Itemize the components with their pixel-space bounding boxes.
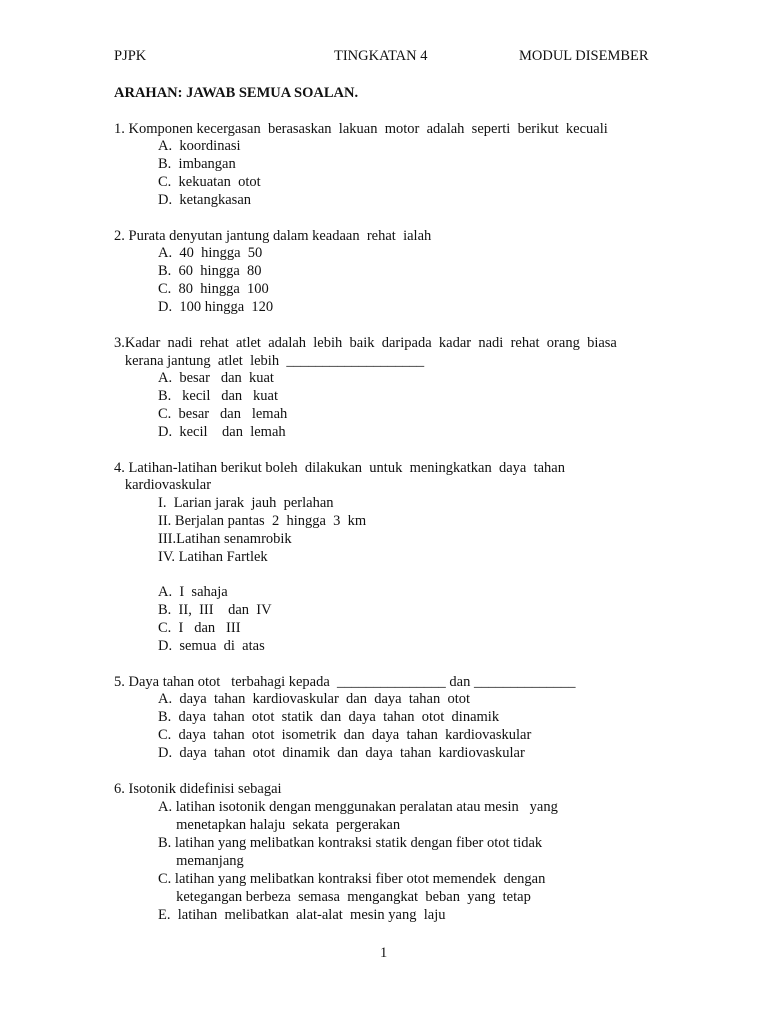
question-4-statement-4: IV. Latihan Fartlek <box>158 549 268 565</box>
question-6-option-b-line-2: memanjang <box>158 853 244 869</box>
question-6-option-c-line-2: ketegangan berbeza semasa mengangkat beban yang tetap <box>158 889 531 905</box>
question-5-option-b: B. daya tahan otot statik dan daya tahan otot dinamik <box>158 709 500 725</box>
question-2-option-b: B. 60 hingga 80 <box>158 263 262 279</box>
header-module: MODUL DISEMBER <box>519 48 649 64</box>
question-1-option-a: A. koordinasi <box>158 138 241 154</box>
question-6-option-e: E. latihan melibatkan alat-alat mesin yang laju <box>158 907 446 923</box>
question-6-stem: 6. Isotonik didefinisi sebagai <box>114 781 282 797</box>
question-6-option-c-line-1: C. latihan yang melibatkan kontraksi fiber otot memendek dengan <box>158 871 546 887</box>
question-5-option-a: A. daya tahan kardiovaskular dan daya tahan otot <box>158 691 471 707</box>
question-3-option-a: A. besar dan kuat <box>158 370 274 386</box>
question-6-option-a-line-1: A. latihan isotonik dengan menggunakan peralatan atau mesin yang <box>158 799 558 815</box>
question-5-stem: 5. Daya tahan otot terbahagi kepada _______________ dan ______________ <box>114 674 576 690</box>
question-1-option-b: B. imbangan <box>158 156 236 172</box>
question-4-stem-line-1: 4. Latihan-latihan berikut boleh dilakukan untuk meningkatkan daya tahan <box>114 460 565 476</box>
header-level: TINGKATAN 4 <box>334 48 428 64</box>
question-1-option-c: C. kekuatan otot <box>158 174 261 190</box>
question-4-option-a: A. I sahaja <box>158 584 228 600</box>
question-4-option-c: C. I dan III <box>158 620 241 636</box>
question-2-option-a: A. 40 hingga 50 <box>158 245 263 261</box>
question-3-option-b: B. kecil dan kuat <box>158 388 279 404</box>
question-3-option-d: D. kecil dan lemah <box>158 424 286 440</box>
question-5-option-c: C. daya tahan otot isometrik dan daya tahan kardiovaskular <box>158 727 532 743</box>
question-4-option-d: D. semua di atas <box>158 638 265 654</box>
question-2-option-c: C. 80 hingga 100 <box>158 281 269 297</box>
question-2-stem: 2. Purata denyutan jantung dalam keadaan rehat ialah <box>114 228 432 244</box>
page-number: 1 <box>380 945 388 961</box>
question-5-option-d: D. daya tahan otot dinamik dan daya tahan kardiovaskular <box>158 745 525 761</box>
question-4-statement-3: III.Latihan senamrobik <box>158 531 292 547</box>
question-2-option-d: D. 100 hingga 120 <box>158 299 274 315</box>
instruction-heading: ARAHAN: JAWAB SEMUA SOALAN. <box>114 85 359 101</box>
question-1-stem: 1. Komponen kecergasan berasaskan lakuan motor adalah seperti berikut kecuali <box>114 121 608 137</box>
question-6-option-a-line-2: menetapkan halaju sekata pergerakan <box>158 817 401 833</box>
question-3-stem-line-1: 3.Kadar nadi rehat atlet adalah lebih baik daripada kadar nadi rehat orang biasa <box>114 335 617 351</box>
question-4-option-b: B. II, III dan IV <box>158 602 272 618</box>
question-3-option-c: C. besar dan lemah <box>158 406 288 422</box>
question-3-stem-line-2: kerana jantung atlet lebih ___________________ <box>114 353 425 369</box>
question-4-statement-2: II. Berjalan pantas 2 hingga 3 km <box>158 513 367 529</box>
question-6-option-b-line-1: B. latihan yang melibatkan kontraksi statik dengan fiber otot tidak <box>158 835 543 851</box>
question-4-stem-line-2: kardiovaskular <box>114 477 212 493</box>
question-4-statement-1: I. Larian jarak jauh perlahan <box>158 495 334 511</box>
header-subject: PJPK <box>114 48 147 64</box>
question-1-option-d: D. ketangkasan <box>158 192 252 208</box>
